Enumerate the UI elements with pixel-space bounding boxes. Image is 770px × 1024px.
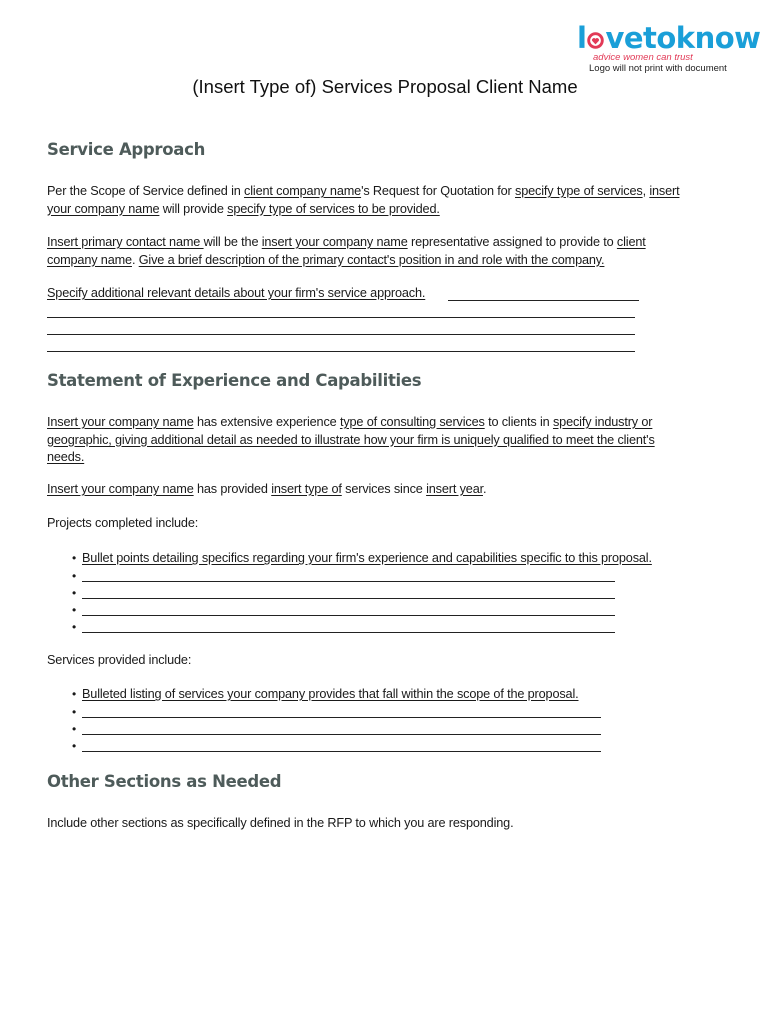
text-run: will be the — [203, 235, 262, 249]
text-run: . — [482, 482, 487, 496]
text-run: Per the Scope of Service defined in — [47, 184, 245, 198]
placeholder-bullet: Bullet points detailing specifics regarding your firm's experience and capabilities specific to this proposal. — [82, 551, 652, 565]
bullet-icon: • — [72, 687, 77, 701]
logo-letters: vetoknow — [605, 21, 761, 55]
blank-line — [47, 334, 635, 335]
placeholder-your-company: insert your company name — [261, 235, 408, 249]
blank-line — [82, 734, 601, 735]
text-run: will provide — [159, 201, 228, 216]
text-run: has provided — [193, 482, 272, 496]
logo-letter: l — [577, 21, 587, 55]
placeholder-industry: specify industry or — [552, 415, 653, 429]
logo-wordmark — [577, 21, 761, 55]
bullet-icon: • — [72, 603, 77, 617]
placeholder-your-company: Insert your company name — [47, 482, 194, 496]
placeholder-consulting-services: type of consulting services — [339, 415, 485, 429]
experience-paragraph-1 — [47, 414, 727, 467]
experience-heading: Statement of Experience and Capabilities — [47, 371, 422, 390]
bullet-icon: • — [72, 620, 77, 634]
lovetoknow-logo — [577, 21, 761, 74]
bullet-icon: • — [72, 551, 77, 565]
text-run: , — [642, 184, 650, 198]
placeholder-services-provided: specify type of services to be provided. — [227, 201, 440, 216]
bullet-icon: • — [72, 569, 77, 583]
placeholder-additional-details: Specify additional relevant details about your firm's service approach. — [47, 286, 426, 300]
placeholder-client: client — [616, 235, 646, 249]
bullet-icon: • — [72, 586, 77, 600]
heart-icon — [587, 25, 604, 42]
document-title: (Insert Type of) Services Proposal Client Name — [192, 76, 578, 97]
blank-line — [82, 581, 615, 582]
placeholder-your-company: your company name — [47, 201, 160, 216]
placeholder-geographic-detail: geographic, giving additional detail as needed to illustrate how your firm is uniquely qualified to meet the client's — [47, 432, 655, 447]
placeholder-insert-year: insert year — [426, 482, 483, 496]
blank-line — [448, 300, 639, 301]
placeholder-your-company: Insert your company name — [47, 415, 194, 429]
placeholder-contact-description: Give a brief description of the primary contact's position in and role with the company. — [138, 252, 605, 267]
blank-line — [82, 615, 615, 616]
blank-line — [82, 598, 615, 599]
placeholder-company-name: company name — [47, 252, 132, 267]
placeholder-primary-contact: Insert primary contact name — [47, 235, 204, 249]
blank-line — [47, 351, 635, 352]
text-run: representative assigned to provide to — [407, 235, 617, 249]
services-label: Services provided include: — [47, 653, 192, 667]
service-approach-paragraph-1 — [47, 183, 727, 218]
projects-bullet-text — [82, 550, 722, 568]
other-sections-text: Include other sections as specifically defined in the RFP to which you are responding. — [47, 816, 514, 830]
blank-line — [82, 751, 601, 752]
services-bullet-text — [82, 686, 722, 704]
text-run: . — [131, 252, 139, 267]
logo-print-note: Logo will not print with document — [589, 63, 727, 74]
text-run: to clients in — [484, 415, 553, 429]
logo-tagline: advice women can trust — [593, 52, 693, 63]
bullet-icon: • — [72, 739, 77, 753]
projects-label: Projects completed include: — [47, 516, 199, 530]
blank-line — [82, 632, 615, 633]
placeholder-client-company: client company name — [244, 184, 362, 198]
bullet-icon: • — [72, 722, 77, 736]
service-approach-paragraph-2 — [47, 234, 727, 269]
blank-line — [82, 717, 601, 718]
text-run: 's Request for Quotation for — [361, 184, 516, 198]
placeholder-insert: insert — [649, 184, 680, 198]
bullet-icon: • — [72, 705, 77, 719]
text-run: has extensive experience — [193, 415, 340, 429]
service-approach-paragraph-3 — [47, 285, 447, 303]
blank-line — [47, 317, 635, 318]
text-run: services since — [341, 482, 427, 496]
placeholder-bullet: Bulleted listing of services your company provides that fall within the scope of the proposal. — [82, 687, 579, 701]
service-approach-heading: Service Approach — [47, 140, 206, 159]
placeholder-needs: needs. — [47, 450, 85, 464]
other-sections-heading: Other Sections as Needed — [47, 772, 282, 791]
placeholder-insert-type: insert type of — [271, 482, 342, 496]
experience-paragraph-2 — [47, 481, 727, 499]
placeholder-service-type: specify type of services — [515, 184, 643, 198]
